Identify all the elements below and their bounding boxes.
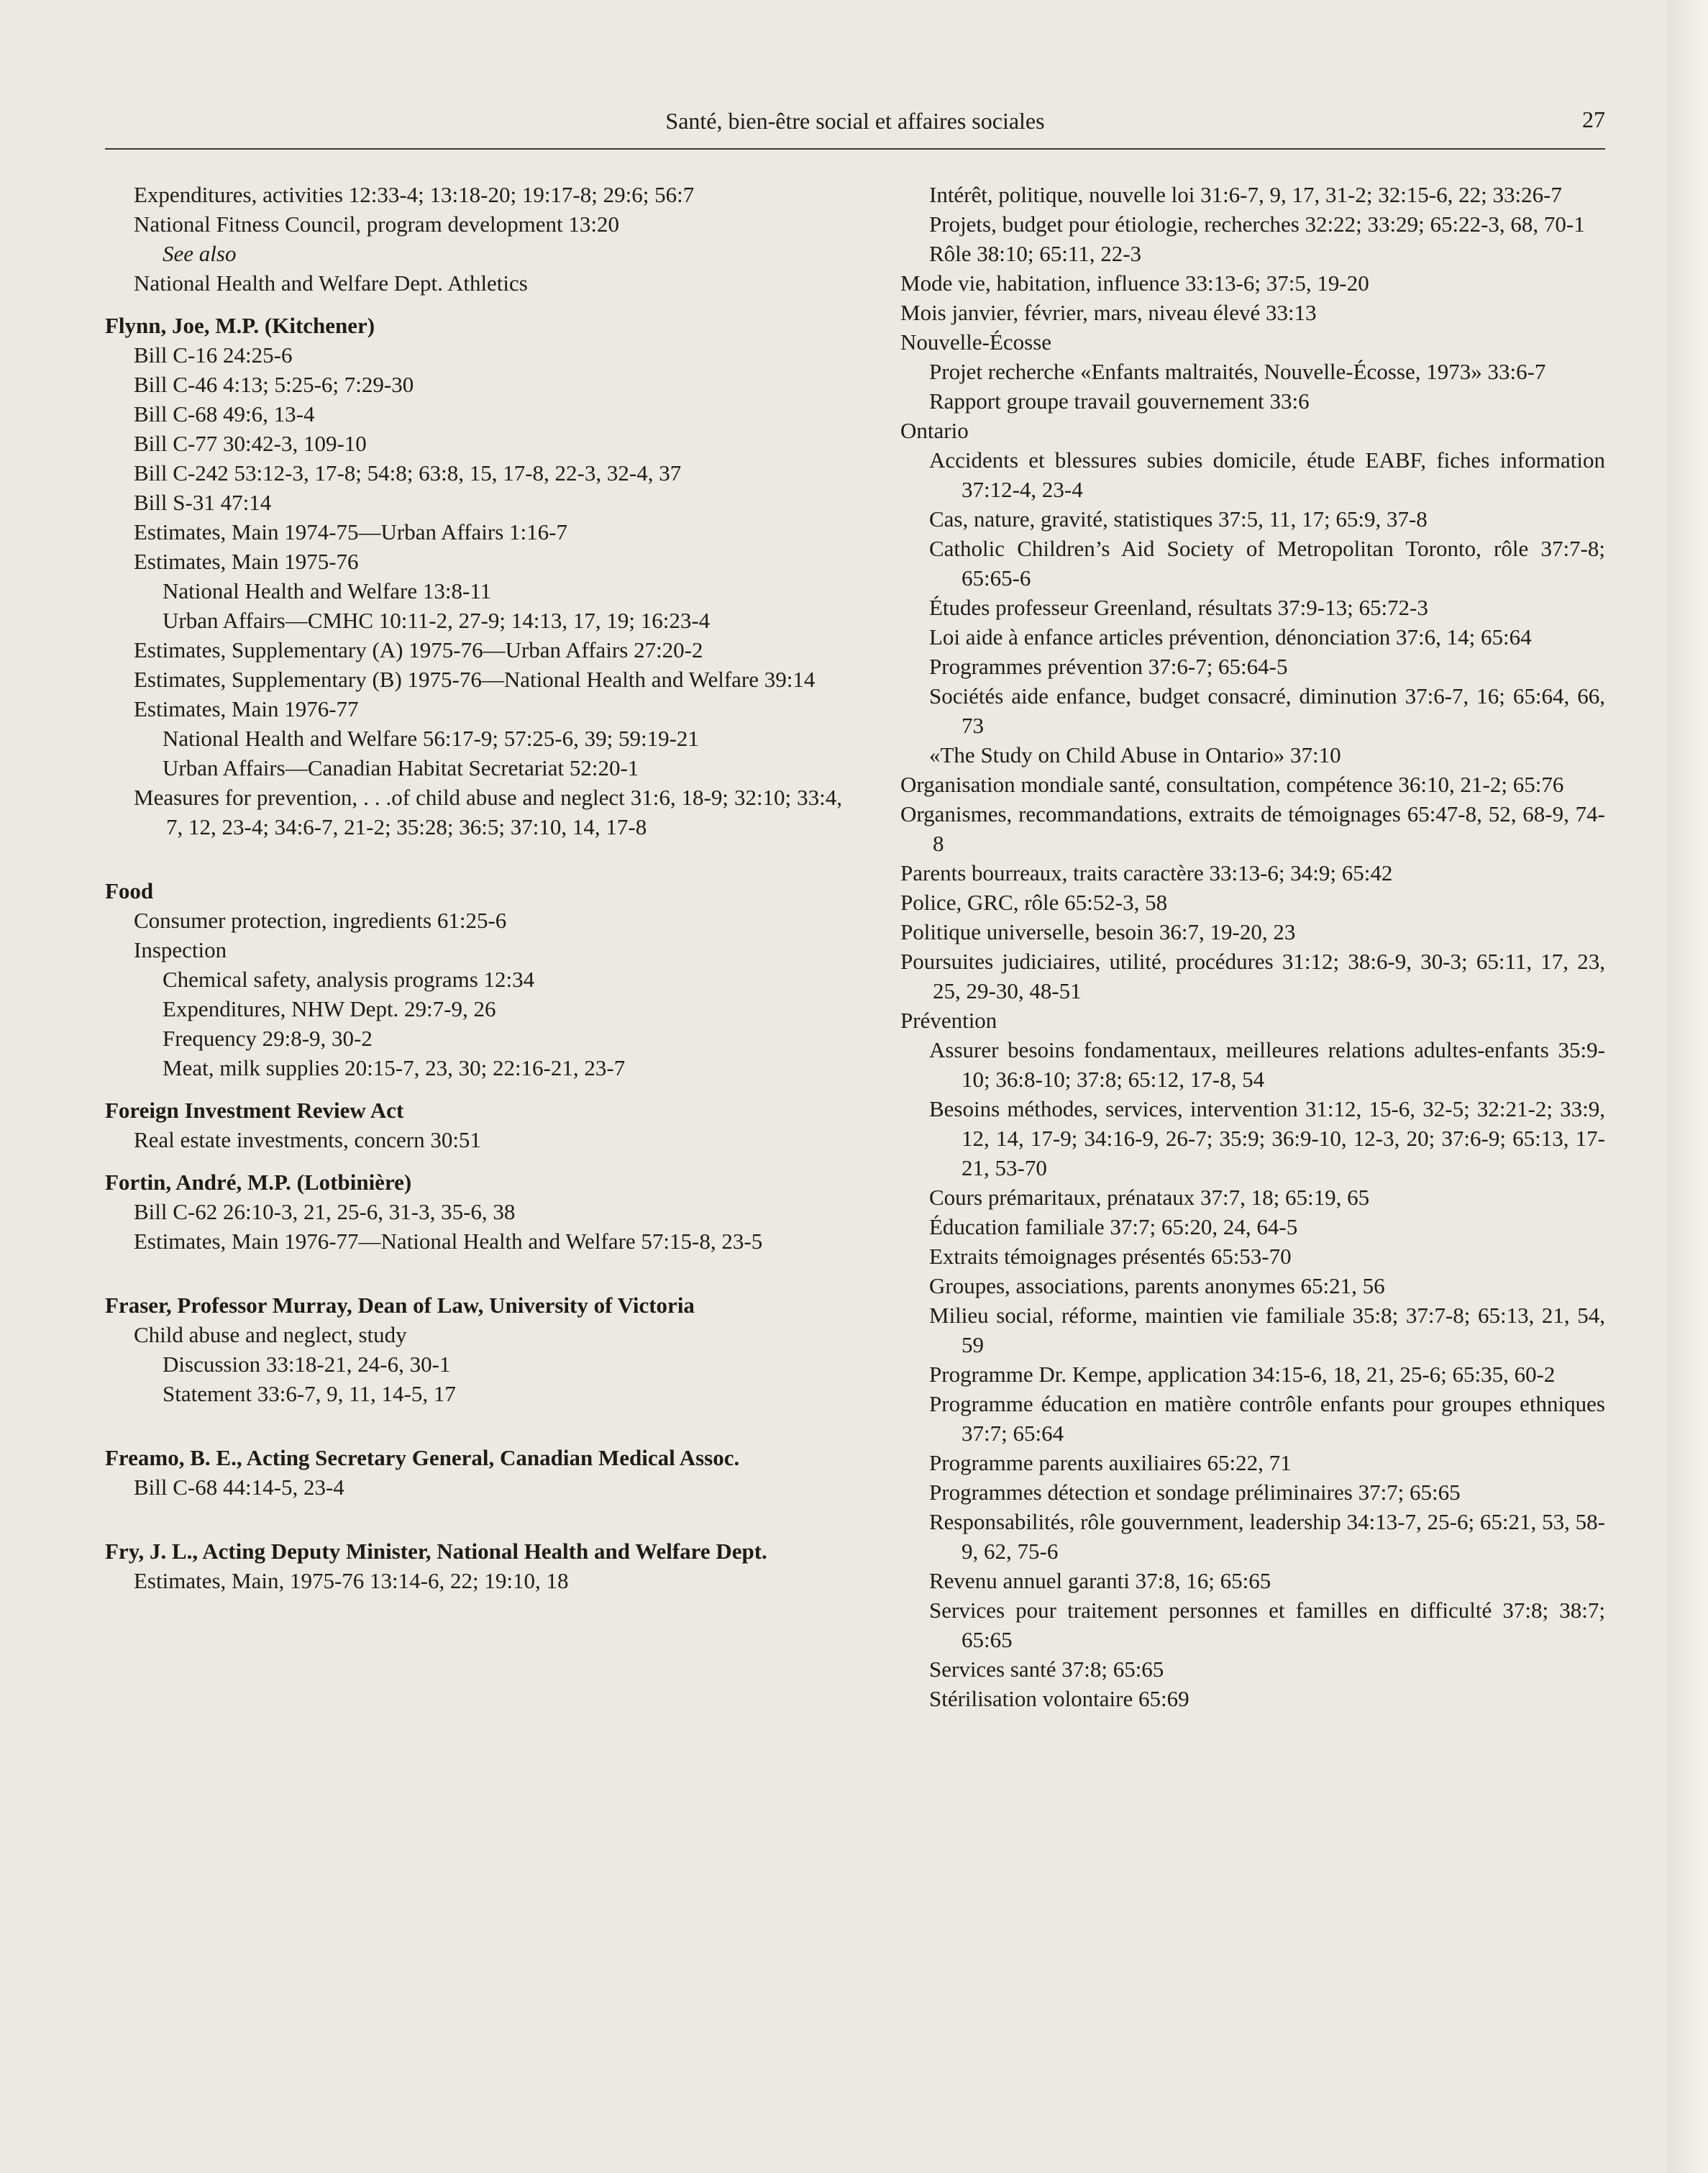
index-entry: Mois janvier, février, mars, niveau élevé 33:13 — [900, 300, 1317, 325]
index-entry: Frequency 29:8-9, 30-2 — [163, 1026, 373, 1051]
index-entry: Rôle 38:10; 65:11, 22-3 — [929, 241, 1142, 266]
index-entry: Child abuse and neglect, study — [134, 1322, 407, 1347]
index-entry: Programme Dr. Kempe, application 34:15-6, 18, 21, 25-6; 65:35, 60-2 — [929, 1362, 1556, 1387]
index-entry: Parents bourreaux, traits caractère 33:13-6; 34:9; 65:42 — [900, 860, 1393, 885]
index-entry: Estimates, Main 1976-77 — [134, 696, 359, 721]
index-entry: Chemical safety, analysis programs 12:34 — [163, 967, 535, 992]
index-entry: Expenditures, NHW Dept. 29:7-9, 26 — [163, 996, 496, 1021]
index-entry: Estimates, Main, 1975-76 13:14-6, 22; 19:10, 18 — [134, 1568, 569, 1593]
index-entry: National Fitness Council, program development 13:20 — [134, 211, 620, 237]
index-entry: Poursuites judiciaires, utilité, procédures 31:12; 38:6-9, 30-3; 65:11, 17, 23, 25, 29-30, 48-51 — [900, 949, 1605, 1003]
index-entry: Services pour traitement personnes et familles en difficulté 37:8; 38:7; 65:65 — [929, 1598, 1605, 1652]
index-entry: Bill C-242 53:12-3, 17-8; 54:8; 63:8, 15, 17-8, 22-3, 32-4, 37 — [134, 460, 682, 486]
index-entry: Estimates, Supplementary (A) 1975-76—Urban Affairs 27:20-2 — [134, 637, 703, 662]
index-entry: Revenu annuel garanti 37:8, 16; 65:65 — [929, 1568, 1271, 1593]
index-entry: Estimates, Main 1974-75—Urban Affairs 1:16-7 — [134, 519, 567, 545]
index-heading: Food — [105, 878, 154, 903]
index-entry: Mode vie, habitation, influence 33:13-6; 37:5, 19-20 — [900, 270, 1369, 296]
running-header — [105, 105, 1605, 150]
index-entry: Ontario — [900, 418, 969, 443]
index-entry: Discussion 33:18-21, 24-6, 30-1 — [163, 1352, 451, 1377]
index-entry: Assurer besoins fondamentaux, meilleures relations adultes-enfants 35:9-10; 36:8-10; 37:8; 65:12, 17-8, 54 — [929, 1037, 1605, 1092]
index-entry: Organismes, recommandations, extraits de témoignages 65:47-8, 52, 68-9, 74-8 — [900, 801, 1605, 856]
index-column-left — [105, 180, 842, 1595]
index-entry: Programmes détection et sondage préliminaires 37:7; 65:65 — [929, 1480, 1461, 1505]
index-heading: Fortin, André, M.P. (Lotbinière) — [105, 1170, 412, 1195]
index-entry: Meat, milk supplies 20:15-7, 23, 30; 22:16-21, 23-7 — [163, 1055, 626, 1080]
index-entry: Inspection — [134, 937, 227, 962]
index-entry: Éducation familiale 37:7; 65:20, 24, 64-5 — [929, 1214, 1298, 1239]
header-title: Santé, bien-être social et affaires sociales — [665, 108, 1045, 134]
index-entry: Groupes, associations, parents anonymes 65:21, 56 — [929, 1273, 1385, 1298]
index-entry: Measures for prevention, . . .of child abuse and neglect 31:6, 18-9; 32:10; 33:4, 7, 12, 23-4; 34:6-7, 21-2; 35:28; 36:5; 37:10, 14, 17-8 — [134, 785, 842, 839]
index-entry: Bill C-62 26:10-3, 21, 25-6, 31-3, 35-6, 38 — [134, 1199, 516, 1224]
index-entry: Besoins méthodes, services, intervention 31:12, 15-6, 32-5; 32:21-2; 33:9, 12, 14, 17-9; 34:16-9, 26-7; 35:9; 36:9-10, 12-3, 20; 37:6-9; 65:13, 17-21, 53-70 — [929, 1096, 1605, 1180]
index-entry: Responsabilités, rôle gouvernment, leadership 34:13-7, 25-6; 65:21, 53, 58-9, 62, 75-6 — [929, 1509, 1605, 1564]
index-entry: Nouvelle-Écosse — [900, 329, 1052, 355]
index-entry: Bill C-68 49:6, 13-4 — [134, 401, 315, 427]
index-entry: Bill C-77 30:42-3, 109-10 — [134, 431, 367, 456]
index-entry: Prévention — [900, 1008, 997, 1033]
index-entry: Estimates, Supplementary (B) 1975-76—National Health and Welfare 39:14 — [134, 667, 816, 692]
index-entry: Projets, budget pour étiologie, recherches 32:22; 33:29; 65:22-3, 68, 70-1 — [929, 211, 1585, 237]
index-entry: Real estate investments, concern 30:51 — [134, 1127, 481, 1152]
index-heading: Freamo, B. E., Acting Secretary General, Canadian Medical Assoc. — [105, 1445, 740, 1470]
index-entry: National Health and Welfare 13:8-11 — [163, 578, 492, 603]
index-entry: Bill C-68 44:14-5, 23-4 — [134, 1475, 344, 1500]
index-heading: Fraser, Professor Murray, Dean of Law, University of Victoria — [105, 1293, 695, 1318]
index-entry: National Health and Welfare Dept. Athletics — [134, 270, 528, 296]
index-heading: Foreign Investment Review Act — [105, 1098, 404, 1123]
index-entry: Programme éducation en matière contrôle enfants pour groupes ethniques 37:7; 65:64 — [929, 1391, 1605, 1446]
index-entry: Programmes prévention 37:6-7; 65:64-5 — [929, 654, 1288, 679]
index-entry: Consumer protection, ingredients 61:25-6 — [134, 908, 507, 933]
index-entry: Stérilisation volontaire 65:69 — [929, 1686, 1189, 1711]
index-entry: Rapport groupe travail gouvernement 33:6 — [929, 388, 1310, 414]
index-entry: Cours prémaritaux, prénataux 37:7, 18; 65:19, 65 — [929, 1185, 1370, 1210]
index-entry: Statement 33:6-7, 9, 11, 14-5, 17 — [163, 1381, 456, 1406]
index-entry: Cas, nature, gravité, statistiques 37:5, 11, 17; 65:9, 37-8 — [929, 506, 1428, 532]
index-entry: Expenditures, activities 12:33-4; 13:18-20; 19:17-8; 29:6; 56:7 — [134, 182, 695, 207]
index-entry: Milieu social, réforme, maintien vie familiale 35:8; 37:7-8; 65:13, 21, 54, 59 — [929, 1303, 1605, 1357]
index-entry: Estimates, Main 1975-76 — [134, 549, 359, 574]
index-entry: Extraits témoignages présentés 65:53-70 — [929, 1244, 1292, 1269]
index-heading: Flynn, Joe, M.P. (Kitchener) — [105, 313, 375, 338]
index-entry: Urban Affairs—Canadian Habitat Secretariat 52:20-1 — [163, 755, 639, 780]
index-entry: Loi aide à enfance articles prévention, dénonciation 37:6, 14; 65:64 — [929, 624, 1532, 650]
index-entry: «The Study on Child Abuse in Ontario» 37:10 — [929, 742, 1341, 767]
index-entry: Sociétés aide enfance, budget consacré, diminution 37:6-7, 16; 65:64, 66, 73 — [929, 683, 1605, 738]
index-heading: Fry, J. L., Acting Deputy Minister, National Health and Welfare Dept. — [105, 1539, 767, 1564]
index-entry: Bill S-31 47:14 — [134, 490, 272, 515]
index-entry: Études professeur Greenland, résultats 37:9-13; 65:72-3 — [929, 595, 1428, 620]
index-entry: Politique universelle, besoin 36:7, 19-20, 23 — [900, 919, 1296, 944]
index-column-right — [900, 180, 1605, 1713]
index-entry: Intérêt, politique, nouvelle loi 31:6-7, 9, 17, 31-2; 32:15-6, 22; 33:26-7 — [929, 182, 1562, 207]
index-entry: National Health and Welfare 56:17-9; 57:25-6, 39; 59:19-21 — [163, 726, 699, 751]
index-entry: Bill C-16 24:25-6 — [134, 342, 293, 368]
index-entry: Services santé 37:8; 65:65 — [929, 1657, 1164, 1682]
index-entry: Bill C-46 4:13; 5:25-6; 7:29-30 — [134, 372, 414, 397]
index-entry: Catholic Children’s Aid Society of Metropolitan Toronto, rôle 37:7-8; 65:65-6 — [929, 536, 1605, 591]
page-number: 27 — [1582, 106, 1605, 132]
page-edge-shadow — [1667, 0, 1708, 2173]
index-entry: Organisation mondiale santé, consultation, compétence 36:10, 21-2; 65:76 — [900, 772, 1564, 797]
index-entry: Police, GRC, rôle 65:52-3, 58 — [900, 890, 1168, 915]
index-entry: Accidents et blessures subies domicile, étude EABF, fiches information 37:12-4, 23-4 — [929, 447, 1605, 502]
index-entry: Urban Affairs—CMHC 10:11-2, 27-9; 14:13, 17, 19; 16:23-4 — [163, 608, 711, 633]
index-entry: Projet recherche «Enfants maltraités, Nouvelle-Écosse, 1973» 33:6-7 — [929, 359, 1546, 384]
index-entry: Estimates, Main 1976-77—National Health and Welfare 57:15-8, 23-5 — [134, 1229, 763, 1254]
index-entry: See also — [163, 241, 237, 266]
index-entry: Programme parents auxiliaires 65:22, 71 — [929, 1450, 1292, 1475]
